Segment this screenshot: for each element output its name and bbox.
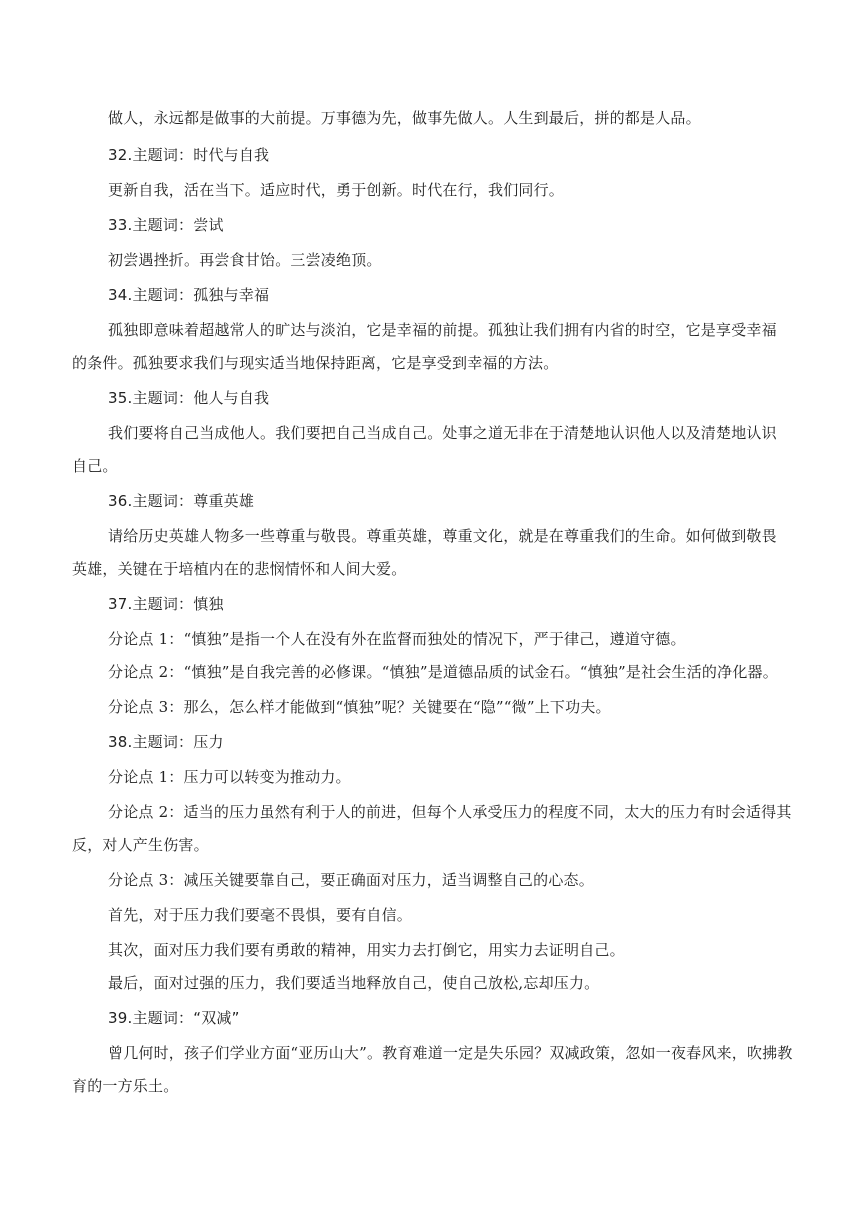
sub-point: 分论点 2：适当的压力虽然有利于人的前进，但每个人承受压力的程度不同，太大的压力有时会适得其 xyxy=(108,803,792,821)
body-paragraph: 请给历史英雄人物多一些尊重与敬畏。尊重英雄，尊重文化，就是在尊重我们的生命。如何做到敬畏 xyxy=(108,527,777,545)
body-paragraph: 更新自我，活在当下。适应时代，勇于创新。时代在行，我们同行。 xyxy=(108,181,565,199)
sub-point: 分论点 2：“慎独”是自我完善的必修课。“慎独”是道德品质的试金石。“慎独”是社会生活的净化器。 xyxy=(108,663,778,681)
body-paragraph: 最后，面对过强的压力，我们要适当地释放自己，使自己放松,忘却压力。 xyxy=(108,974,600,992)
body-paragraph: 孤独即意味着超越常人的旷达与淡泊，它是幸福的前提。孤独让我们拥有内省的时空，它是享受幸福 xyxy=(108,321,777,339)
body-paragraph-continued: 的条件。孤独要求我们与现实适当地保持距离，它是享受到幸福的方法。 xyxy=(72,354,559,372)
sub-point: 分论点 1：“慎独”是指一个人在没有外在监督而独处的情况下，严于律己，遵道守德。 xyxy=(108,630,686,648)
body-paragraph-continued: 英雄，关键在于培植内在的悲悯情怀和人间大爱。 xyxy=(72,560,407,578)
sub-point-continued: 反，对人产生伤害。 xyxy=(72,836,209,854)
body-paragraph-continued: 育的一方乐土。 xyxy=(72,1077,179,1095)
sub-point: 分论点 3：那么，怎么样才能做到“慎独”呢？关键要在“隐”“微”上下功夫。 xyxy=(108,698,611,716)
topic-heading: 35.主题词：他人与自我 xyxy=(108,389,270,407)
topic-heading: 33.主题词：尝试 xyxy=(108,216,224,234)
body-paragraph: 做人，永远都是做事的大前提。万事德为先，做事先做人。人生到最后，拼的都是人品。 xyxy=(108,109,701,127)
body-paragraph: 其次，面对压力我们要有勇敢的精神，用实力去打倒它，用实力去证明自己。 xyxy=(108,941,625,959)
body-paragraph: 曾几何时，孩子们学业方面“亚历山大”。教育难道一定是失乐园？双减政策，忽如一夜春风来，吹拂教 xyxy=(108,1044,793,1062)
topic-heading: 36.主题词：尊重英雄 xyxy=(108,492,255,510)
sub-point: 分论点 1：压力可以转变为推动力。 xyxy=(108,768,351,786)
topic-heading: 37.主题词：慎独 xyxy=(108,595,224,613)
topic-heading: 39.主题词：“双减” xyxy=(108,1009,240,1027)
body-paragraph-continued: 自己。 xyxy=(72,457,118,475)
topic-heading: 34.主题词：孤独与幸福 xyxy=(108,286,270,304)
body-paragraph: 我们要将自己当成他人。我们要把自己当成自己。处事之道无非在于清楚地认识他人以及清楚地认识 xyxy=(108,424,777,442)
body-paragraph: 初尝遇挫折。再尝食甘饴。三尝凌绝顶。 xyxy=(108,251,382,269)
body-paragraph: 首先，对于压力我们要毫不畏惧，要有自信。 xyxy=(108,906,413,924)
sub-point: 分论点 3：减压关键要靠自己，要正确面对压力，适当调整自己的心态。 xyxy=(108,871,594,889)
topic-heading: 32.主题词：时代与自我 xyxy=(108,146,270,164)
topic-heading: 38.主题词：压力 xyxy=(108,733,224,751)
